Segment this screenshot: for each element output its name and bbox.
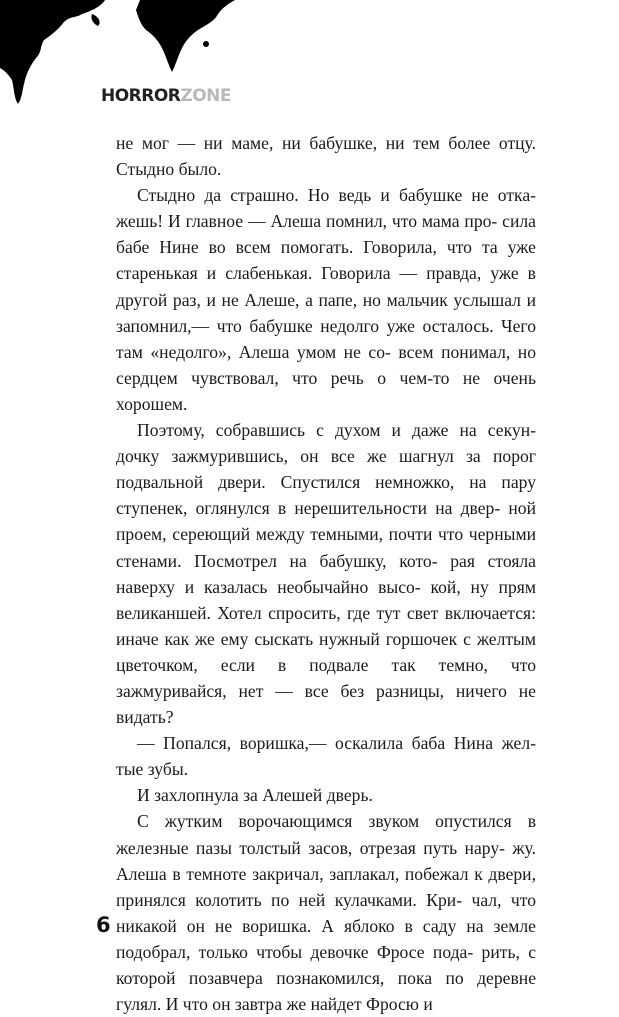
series-logo-zone: ZONE (180, 86, 232, 106)
ink-blot-left (0, 0, 105, 104)
ink-dot (203, 41, 209, 47)
paragraph-6: С жутким ворочающимся звуком опустился в железные пазы толстый засов, отрезая путь нару- жу. Алеша в темноте закричал, заплакал, побежал к двери, принялся колотить по ней кулачками. Кри- чал, что никакой он не воришка. А яблоко в саду на земле подобрал, только чтобы девочке Фросе пода- рить, с которой позавчера познакомился, пока по деревне гулял. И что он завтра же найдет Фросю и (116, 811, 536, 1015)
series-logo-horror: HORROR (101, 86, 181, 106)
ink-splash-left (91, 14, 99, 26)
ink-blot-right (136, 0, 235, 72)
paragraph-3: Поэтому, собравшись с духом и даже на секун- дочку зажмурившись, он все же шагнул за порог подвальной двери. Спустился немножко, на пару ступенек, оглянулся в нерешительности на двер- ной проем, сереющий между темными, почти что черными стенами. Посмотрел на бабушку, кото- рая стояла наверху и казалась необычайно высо- кой, ну прям великаншей. Хотел спросить, где тут свет включается: иначе как же ему сыскать нужный горшочек с желтым цветочком, если в подвале так темно, что зажмуривайся, нет — все без разницы, ничего не видать? (116, 420, 536, 728)
paragraph-4: — Попался, воришка,— оскалила баба Нина жел- тые зубы. (116, 733, 536, 780)
page-number: 6 (96, 913, 111, 937)
book-text (116, 130, 536, 1017)
paragraph-1: не мог — ни маме, ни бабушке, ни тем более отцу. Стыдно было. (116, 133, 536, 180)
paragraph-2: Стыдно да страшно. Но ведь и бабушке не отка- жешь! И главное — Алеша помнил, что мама про- сила бабе Нине во всем помогать. Говорила, что та уже старенькая и слабенькая. Говорила — правда, уже в другой раз, и не Алеше, а папе, но мальчик услышал и запомнил,— что бабушке недолго уже осталось. Чего там «недолго», Алеша умом не со- всем понимал, но сердцем чувствовал, что речь о чем-то не очень хорошем. (116, 185, 536, 414)
series-logo (101, 86, 231, 106)
paragraph-5: И захлопнула за Алешей дверь. (137, 785, 373, 806)
